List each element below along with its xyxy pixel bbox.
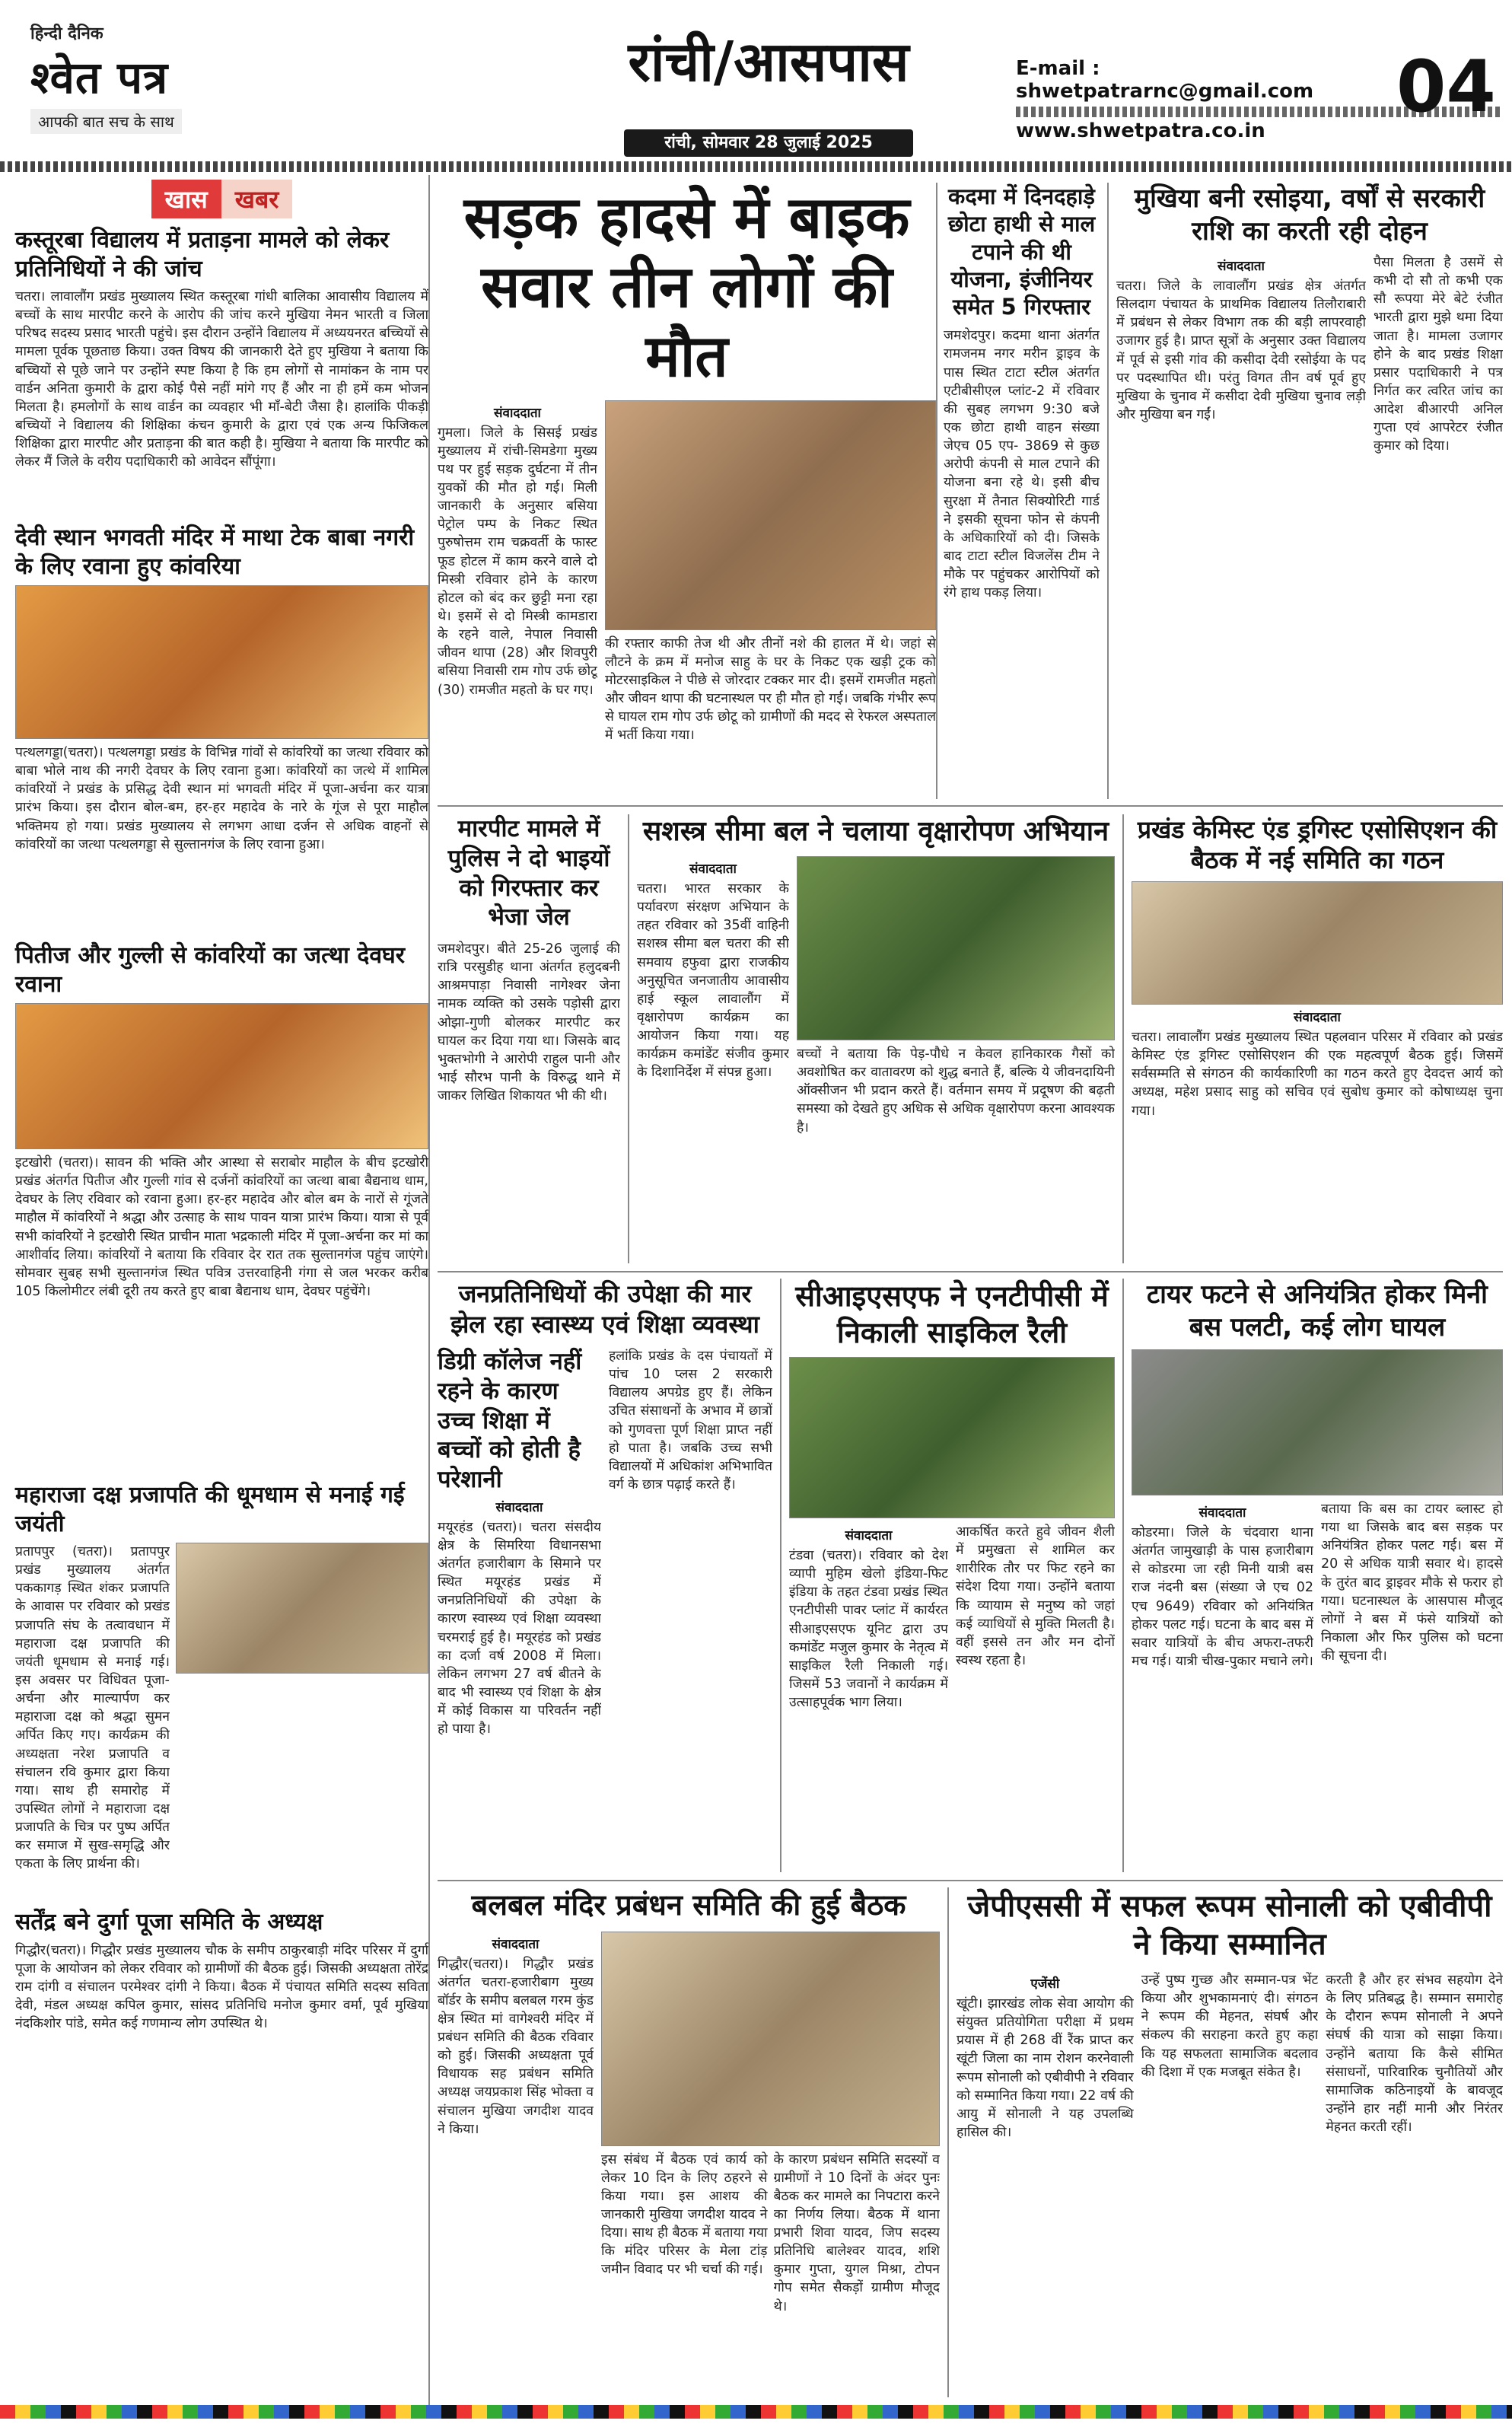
tyre-body-1: कोडरमा। जिले के चंदवारा थाना अंतर्गत जामुखाड़ी के पास हजारीबाग से कोडरमा जा रही मिनी यात्री बस राज नंदनी बस (संख्या जे एच 02 एच 9649) रविवार को अनियंत्रित होकर पलट गई। घटना के बाद बस में सवार यात्रियों के बीच अफरा-तफरी मच गई। यात्री चीख-पुकार मचाने लगे। bbox=[1132, 1525, 1313, 1669]
chemist-body: चतरा। लावालौंग प्रखंड मुख्यालय स्थित पहलवान परिसर में रविवार को प्रखंड केमिस्ट एंड ड्रगिस्ट एसोसिएशन की एक महत्वपूर्ण बैठक हुई। जिसमें सर्वसम्मति से संगठन की कार्यकारिणी का गठन करते हुए देवदत्त आर्य को अध्यक्ष, महेश प्रसाद साहु को सचिव एवं सुबोध कुमार को कोषाध्यक्ष चुना गया। bbox=[1132, 1030, 1503, 1119]
jpsc-body-2: उन्हें पुष्प गुच्छ और सम्मान-पत्र भेंट किया और शुभकामनाएं दी। संगठन ने रूपम की मेहनत, संघर्ष और संकल्प की सराहना करते हुए कहा कि यह सफलता सामाजिक बदलाव की दिशा में एक मजबूत संकेत है। bbox=[1141, 1973, 1319, 2080]
masthead-small: हिन्दी दैनिक bbox=[30, 24, 103, 43]
left-story-2-headline: देवी स्थान भगवती मंदिर में माथा टेक बाबा नगरी के लिए रवाना हुए कांवरिया bbox=[15, 524, 415, 580]
tyre-photo bbox=[1132, 1349, 1503, 1495]
left-story-2-body: पत्थलगड्डा(चतरा)। पत्थलगड्डा प्रखंड के विभिन्न गांवों से कांवरियों का जत्था रविवार को बाबा भोले नाथ की नगरी देवघर के लिए रवाना हुआ। कांवरियों का जत्थे में शामिल कांवरियों ने प्रखंड के प्रसिद्ध देवी स्थान मां भगवती मंदिर में पूजा-अर्चना कर यात्रा प्रारंभ किया। इस दौरान बोल-बम, हर-हर महादेव के नारे के गूंज से पूरा माहौल भक्तिमय हो गया। प्रखंड मुख्यालय से लगभग आधा दर्जन से अधिक वाहनों से कांवरियों का जत्था पत्थलगड्डा से सुल्तानगंज के लिए रवाना हुआ। bbox=[15, 745, 428, 852]
bulbul-byline: संवाददाता bbox=[492, 1936, 540, 1952]
divider-3 bbox=[438, 1880, 1503, 1881]
cisf-body-1: टंडवा (चतरा)। रविवार को देश व्यापी मुहिम खेलो इंडिया-फिट इंडिया के तहत टंडवा प्रखंड स्थित एनटीपीसी पावर प्लांट में कार्यरत सीआइएसएफ यूनिट द्वारा उप कमांडेंट मजुल कुमार के नेतृत्व में साइकिल रैली निकाली गई। जिसमें 53 जवानों ने कार्यक्रम में उत्साहपूर्वक भाग लिया। bbox=[789, 1548, 948, 1711]
khabar-label: खबर bbox=[221, 180, 293, 218]
kadma-story bbox=[936, 183, 1100, 799]
bulbul-photo bbox=[601, 1932, 940, 2146]
chemist-headline: प्रखंड केमिस्ट एंड ड्रगिस्ट एसोसिएशन की बैठक में नई समिति का गठन bbox=[1137, 815, 1498, 874]
tyre-story bbox=[1122, 1279, 1503, 1872]
jpsc-body-1: खूंटी। झारखंड लोक सेवा आयोग की संयुक्त प्रतियोगिता परीक्षा में प्रथम प्रयास में ही 268 वीं रैंक प्राप्त कर खूंटी जिला का नाम रोशन करनेवाली रूपम सोनाली को एबीवीपी ने रविवार को सम्मानित किया गया। 22 वर्ष की आयु में सोनाली ने यह उपलब्धि हासिल की। bbox=[957, 1996, 1134, 2140]
mukhiya-body-2: पैसा मिलता है उसमें से कभी दो सौ तो कभी एक सौ रूपया मेरे बेटे रंजीत भारती द्वारा मुझे थमा दिया जाता है। मामला उजागर होने के बाद प्रखंड शिक्षा प्रसार पदाधिकारी ने पत्र निर्गत कर त्वरित जांच का आदेश बीआरपी अनिल गुप्ता एवं आपरेटर रंजीत कुमार को दिया। bbox=[1374, 255, 1503, 454]
marpit-body: जमशेदपुर। बीते 25-26 जुलाई की रात्रि परसुडीह थाना अंतर्गत हलुदबनी आश्रमपाड़ा निवासी नागेश्वर जेना नामक व्यक्ति को उसके पड़ोसी द्वारा ओझा-गुणी बोलकर मारपीट कर घायल कर दिया गया था। जिसके बाद भुक्तभोगी ने आरोपी राहुल पानी और भाई सौरभ पानी के विरुद्ध थाने में जाकर लिखित शिकायत भी की थी। bbox=[438, 941, 620, 1104]
masthead-name: श्वेत पत्र bbox=[30, 52, 169, 104]
khaas-label: खास bbox=[151, 180, 221, 218]
issue-date: रांची, सोमवार 28 जुलाई 2025 bbox=[624, 129, 913, 157]
lead-body-2: की रफ्तार काफी तेज थी और तीनों नशे की हालत में थे। जहां से लौटने के क्रम में मनोज साहु के घर के निकट एक खड़ी ट्रक को मोटरसाइकिल ने पीछे से जोरदार टक्कर मार दी। इसमें रामजीत महतो और जीवन थापा की घटनास्थल पर ही मौत हो गई। जबकि गंभीर रूप से घायल राम गोप उर्फ छोटू को ग्रामीणों की मदद से रेफरल अस्पताल में भर्ती किया गया। bbox=[605, 635, 936, 744]
bulbul-headline: बलबल मंदिर प्रबंधन समिति की हुई बैठक bbox=[471, 1888, 906, 1922]
mukhiya-story bbox=[1107, 183, 1503, 799]
bulbul-body-3: के कारण प्रबंधन समिति सदस्यों व ग्रामीणों ने 10 दिनों के अंदर पुनः बैठक कर मामले का निपटारा करने का निर्णय लिया। बैठक में थाना प्रभारी शिवा यादव, जिप सदस्य प्रतिनिधि बालेश्वर यादव, शशि कुमार गुप्ता, युगल मिश्रा, टोपन गोप समेत सैकड़ों ग्रामीण मौजूद थे। bbox=[773, 2151, 940, 2314]
marpit-story bbox=[438, 814, 620, 1263]
divider-2 bbox=[438, 1271, 1503, 1272]
lead-byline: संवाददाता bbox=[494, 405, 541, 421]
section-title: रांची/आसपास bbox=[628, 30, 909, 94]
jpsc-story bbox=[947, 1887, 1503, 2397]
left-story-1-headline: कस्तूरबा विद्यालय में प्रताड़ना मामले को लेकर प्रतिनिधियों ने की जांच bbox=[15, 227, 390, 282]
kadma-body: जमशेदपुर। कदमा थाना अंतर्गत रामजनम नगर मरीन ड्राइव के पास स्थित टाटा स्टील अंतर्गत एटीबीसीएल प्लांट-2 में रविवार की सुबह लगभग 9:30 बजे एक छोटा हाथी वाहन संख्या जेएच 05 एप- 3869 से कुछ अरोपी कंपनी से माल टपाने की योजना बना रहे थे। इसी बीच सुरक्षा में तैनात सिक्योरिटी गार्ड ने इसकी सूचना फोन से कंपनी के अधिकारियों को दी। जिसके बाद टाटा स्टील विजलेंस टीम ने मौके पर पहुंचकर आरोपियों को रंगे हाथ पकड़ लिया। bbox=[944, 328, 1100, 601]
left-story-1-body: चतरा। लावालौंग प्रखंड मुख्यालय स्थित कस्तूरबा गांधी बालिका आवासीय विद्यालय में बच्चों के साथ मारपीट करने के आरोप की जांच करने मुखिया नेमन भारती व जिला परिषद सदस्य प्रसाद भारती पहुंचे। इस दौरान उन्होंने विद्यालय में अध्ययनरत बच्चियों से मामला पूर्वक पूछताछ किया। उक्त विषय की जानकारी देते हुए मुखिया ने बताया कि बच्चियों से पूछे जाने पर उन्होंने स्पष्ट किया है कि हम लोगों से नामांकन के नाम पर वार्डन अनिता कुमारी के द्वारा कोई पैसे नहीं मांगे गए हैं और ना ही हमें कम भोजन मिलता है। हमलोगों के साथ वार्डन का व्यवहार भी माँ-बेटी जैसा है। हालांकि पीकड़ी बच्चियों ने विद्यालय की शिक्षिका कंचन कुमारी के द्वारा एवं एक अन्य फिजिकल शिक्षिका द्वारा मारपीट और प्रताड़ना की बात कही है। मुखिया ने बताया कि मारपीट को लेकर मैं जिले के वरीय पदाधिकारी को आवेदन सौंपूंगा। bbox=[15, 289, 428, 470]
bulbul-body-1: गिद्धौर(चतरा)। गिद्धौर प्रखंड अंतर्गत चतरा-हजारीबाग मुख्य बॉर्डर के समीप बलबल गरम कुंड क्षेत्र स्थित मां वागेश्वरी मंदिर में प्रबंधन समिति की बैठक रविवार को हुई। जिसकी अध्यक्षता पूर्व विधायक सह प्रबंधन समिति अध्यक्ष जयप्रकाश सिंह भोक्ता व संचालन मुखिया जगदीश यादव ने किया। bbox=[438, 1956, 594, 2137]
left-column bbox=[15, 175, 430, 2405]
mukhiya-headline: मुखिया बनी रसोइया, वर्षों से सरकारी राशि का करती रही दोहन bbox=[1134, 183, 1485, 247]
mukhiya-byline: संवाददाता bbox=[1218, 259, 1265, 274]
cisf-byline: संवाददाता bbox=[845, 1528, 893, 1543]
chemist-byline: संवाददाता bbox=[1294, 1010, 1341, 1025]
cisf-body-2: आकर्षित करते हुवे जीवन शैली में प्रमुखता से शामिल कर शारीरिक तौर पर फिट रहने का संदेश दिया गया। उन्होंने बताया कि व्यायाम से मनुष्य को जहां कई व्याधियों से मुक्ति मिलती है। वहीं इससे तन और मन दोनों स्वस्थ रहता है। bbox=[956, 1524, 1115, 1668]
kadma-headline: कदमा में दिनदहाड़े छोटा हाथी से माल टपाने की थी योजना, इंजीनियर समेत 5 गिरफ्तार bbox=[947, 183, 1096, 320]
left-story-2-photo bbox=[15, 585, 428, 739]
chemist-story bbox=[1122, 814, 1503, 1263]
cisf-story bbox=[780, 1279, 1115, 1872]
cisf-photo bbox=[789, 1357, 1115, 1518]
jan-headline: जनप्रतिनिधियों की उपेक्षा की मार झेल रहा स्वास्थ्य एवं शिक्षा व्यवस्था bbox=[450, 1279, 759, 1339]
lead-body-1: गुमला। जिले के सिसई प्रखंड मुख्यालय में रांची-सिमडेगा मुख्य पथ पर हुई सड़क दुर्घटना में तीन युवकों की मौत हो गई। मिली जानकारी के अनुसार बसिया पेट्रोल पम्प के निकट स्थित पुरुषोत्तम राम चक्रवर्ती के फास्ट फूड होटल में काम करने वाले दो मिस्त्री रविवार होने के कारण होटल को बंद कर छुट्टी मना रहा थे। इसमें से दो मिस्त्री कामडारा के रहने वाले, नेपाल निवासी जीवन थापा (28) और शिवपुरी बसिया निवासी राम गोप उर्फ छोटू (30) रामजीत महतो के घर गए। bbox=[438, 425, 597, 698]
lead-photo bbox=[605, 400, 936, 630]
bulbul-body-2: इस संबंध में बैठक एवं कार्य को लेकर 10 दिन के लिए ठहरने से किया गया। इस आशय की जानकारी मुखिया जगदीश यादव ने दिया। साथ ही बैठक में बताया गया कि मंदिर परिसर के मेला टांड़ जमीन विवाद पर भी चर्चा की गई। bbox=[601, 2151, 768, 2278]
contact-block bbox=[1016, 57, 1358, 142]
lead-story bbox=[438, 183, 936, 799]
degree-body-2: हलांकि प्रखंड के दस पंचायतों में पांच 10 प्लस 2 सरकारी विद्यालय अपग्रेड हुए हैं। लेकिन उचित संसाधनों के अभाव में छात्रों को गुणवत्ता पूर्ण शिक्षा प्राप्त नहीं हो पाता है। जबकि उच्च सभी विद्यालयों में अधिकांश अभिभावित वर्ग के छात्र पढ़ाई करते हैं। bbox=[609, 1349, 772, 1492]
masthead-rule bbox=[0, 161, 1512, 172]
masthead bbox=[30, 21, 282, 135]
jpsc-body-3: करती है और हर संभव सहयोग देने के लिए प्रतिबद्ध है। सम्मान समारोह के दौरान रूपम सोनाली ने अपने संघर्ष की यात्रा को साझा किया। उन्होंने बताया कि कैसे सीमित संसाधनों, पारिवारिक चुनौतियों और सामाजिक कठिनाइयों के बावजूद उन्होंने हार नहीं मानी और निरंतर मेहनत करती रहीं। bbox=[1326, 1973, 1504, 2136]
left-story-3-body: इटखोरी (चतरा)। सावन की भक्ति और आस्था से सराबोर माहौल के बीच इटखोरी प्रखंड अंतर्गत पितीज और गुल्ली गांव से दर्जनों कांवरियों का जत्था बाबा बैद्यनाथ धाम, देवघर के लिए रविवार को रवाना हुआ। हर-हर महादेव और बोल बम के नारों से गूंजते माहौल में कांवरियों ने श्रद्धा और उत्साह के साथ पावन यात्रा प्रारंभ किया। यात्रा से पूर्व सभी कांवरियों ने इटखोरी स्थित प्राचीन माता भद्रकाली मंदिर में पूजा-अर्चना कर मां का आशीर्वाद लिया। कांवरियों ने बताया कि रविवार देर रात तक सुल्तानगंज पहुंच जाएंगे। सोमवार सुबह सभी सुल्तानगंज स्थित पवित्र उत्तरवाहिनी गंगा से जल भरकर करीब 105 किलोमीटर लंबी दूरी तय करते हुए बाबा बैद्यनाथ धाम, देवघर पहुंचेंगे। bbox=[15, 1155, 428, 1299]
ssb-body-1: चतरा। भारत सरकार के पर्यावरण संरक्षण अभियान के तहत रविवार को 35वीं वाहिनी सशस्त्र सीमा बल चतरा की सी समवाय हफुवा द्वारा राजकीय अनुसूचित जनजातीय आवासीय हाई स्कूल लावालौंग में वृक्षारोपण कार्यक्रम का आयोजन किया गया। यह कार्यक्रम कमांडेंट संजीव कुमार के दिशानिर्देश में संपन्न हुआ। bbox=[637, 881, 789, 1081]
ssb-byline: संवाददाता bbox=[689, 862, 737, 877]
ssb-body-2: बच्चों ने बताया कि पेड़-पौधे न केवल हानिकारक गैसों को अवशोषित कर वातावरण को शुद्ध बनाते हैं, बल्कि ये जीवनदायिनी ऑक्सीजन भी प्रदान करते हैं। वर्तमान समय में प्रदूषण की बढ़ती समस्या को देखते हुए अधिक से अधिक वृक्षारोपण करना आवश्यक है। bbox=[797, 1046, 1115, 1135]
contact-email: E-mail : shwetpatrarnc@gmail.com bbox=[1016, 57, 1314, 103]
lead-headline: सड़क हादसे में बाइक सवार तीन लोगों की मौत bbox=[463, 183, 910, 390]
left-story-5-body: गिद्धौर(चतरा)। गिद्धौर प्रखंड मुख्यालय चौक के समीप ठाकुरबाड़ी मंदिर परिसर में दुर्गा पूजा के आयोजन को लेकर रविवार को ग्रामीणों की बैठक हुई। जिसकी अध्यक्षता तोरेंद्र राम दांगी व संचालन परमेश्वर दांगी ने किया। बैठक में पंचायत समिति सदस्य सविता देवी, मंडल अध्यक्ष कपिल कुमार, सांसद प्रतिनिधि मनोज कुमार वर्मा, पूर्व मुखिया नंदकिशोर पांडे, समेत कई गणमान्य लोग उपस्थित थे। bbox=[15, 1942, 428, 2032]
ssb-photo bbox=[797, 856, 1115, 1040]
mukhiya-body-1: चतरा। जिले के लावालौंग प्रखंड क्षेत्र अंतर्गत सिलदाग पंचायत के प्राथमिक विद्यालय तिलौराबारी में प्रबंधन से लेकर विभाग तक की बड़ी लापरवाही उजागर हुई है। प्राप्त सूत्रों के अनुसार उक्त विद्यालय में पूर्व से इसी गांव की कसीदा देवी रसोईया के पद पर पदस्थापित थी। परंतु विगत तीन वर्ष पूर्व हुए मुखिया के चुनाव में कसीदा देवी मुखिया चुनाव लड़ी और मुखिया बन गईं। bbox=[1116, 279, 1366, 422]
degree-byline: संवाददाता bbox=[495, 1499, 543, 1515]
degree-headline: डिग्री कॉलेज नहीं रहने के कारण उच्च शिक्षा में बच्चों को होती है परेशानी bbox=[438, 1348, 582, 1493]
contact-web: www.shwetpatra.co.in bbox=[1016, 119, 1265, 142]
marpit-headline: मारपीट मामले में पुलिस ने दो भाइयों को गिरफ्तार कर भेजा जेल bbox=[447, 815, 610, 932]
jan-story bbox=[438, 1279, 772, 1872]
ssb-story bbox=[628, 814, 1115, 1263]
masthead-tagline: आपकी बात सच के साथ bbox=[30, 109, 182, 134]
left-story-4-photo bbox=[176, 1543, 428, 1674]
tyre-byline: संवाददाता bbox=[1198, 1505, 1246, 1521]
degree-body-1: मयूरहंड (चतरा)। चतरा संसदीय क्षेत्र के सिमरिया विधानसभा अंतर्गत हजारीबाग के सिमाने पर स्थित मयूरहंड प्रखंड में जनप्रतिनिधियों की उपेक्षा के कारण स्वास्थ्य एवं शिक्षा व्यवस्था चरमराई हुई है। मयूरहंड को प्रखंड का दर्जा वर्ष 2008 में मिला। लेकिन लगभग 27 वर्ष बीतने के बाद भी स्वास्थ्य एवं शिक्षा के क्षेत्र में कोई विकास या परिवर्तन नहीं हो पाया है। bbox=[438, 1519, 601, 1737]
cisf-headline: सीआइएसएफ ने एनटीपीसी में निकाली साइकिल रैली bbox=[795, 1279, 1109, 1349]
khaas-khabar-label bbox=[15, 180, 428, 218]
tyre-body-2: बताया कि बस का टायर ब्लास्ट हो गया था जिसके बाद बस सड़क पर अनियंत्रित होकर पलट गई। बस में 20 से अधिक यात्री सवार थे। हादसे के तुरंत बाद ड्राइवर मौके से फरार हो गया। घटनास्थल के आसपास मौजूद लोगों ने बस में फंसे यात्रियों को निकाला और फिर पुलिस को घटना की सूचना दी। bbox=[1321, 1502, 1503, 1664]
bulbul-story bbox=[438, 1887, 940, 2397]
ssb-headline: सशस्त्र सीमा बल ने चलाया वृक्षारोपण अभियान bbox=[642, 816, 1109, 847]
divider-1 bbox=[438, 805, 1503, 807]
jpsc-byline: एजेंसी bbox=[1030, 1976, 1060, 1992]
bottom-color-strip bbox=[0, 2405, 1512, 2419]
chemist-photo bbox=[1132, 881, 1503, 1005]
left-story-4-headline: महाराजा दक्ष प्रजापति की धूमधाम से मनाई गई जयंती bbox=[15, 1482, 405, 1537]
left-story-3-photo bbox=[15, 1003, 428, 1149]
jpsc-headline: जेपीएससी में सफल रूपम सोनाली को एबीवीपी ने किया सम्मानित bbox=[967, 1889, 1492, 1962]
left-story-4-body: प्रतापपुर (चतरा)। प्रतापपुर प्रखंड मुख्यालय अंतर्गत पककागड़ स्थित शंकर प्रजापति के आवास पर रविवार को प्रखंड प्रजापति संघ के तत्वावधान में महाराजा दक्ष प्रजापति की जयंती धूमधाम से मनाई गई। इस अवसर पर विधिवत पूजा-अर्चना और माल्यार्पण कर महाराजा दक्ष को श्रद्धा सुमन अर्पित किए गए। कार्यक्रम की अध्यक्षता नरेश प्रजापति व संचालन रवि कुमार द्वारा किया गया। साथ ही समारोह में उपस्थित लोगों ने महाराजा दक्ष प्रजापति के चित्र पर पुष्प अर्पित कर समाज में सुख-समृद्धि और एकता के लिए प्रार्थना की। bbox=[15, 1544, 170, 1872]
left-story-3-headline: पितीज और गुल्ली से कांवरियों का जत्था देवघर रवाना bbox=[15, 942, 406, 998]
page-number: 04 bbox=[1396, 46, 1496, 129]
left-story-5-headline: सर्तेंद्र बने दुर्गा पूजा समिति के अध्यक्ष bbox=[15, 1909, 323, 1935]
tyre-headline: टायर फटने से अनियंत्रित होकर मिनी बस पलटी, कई लोग घायल bbox=[1147, 1279, 1488, 1342]
